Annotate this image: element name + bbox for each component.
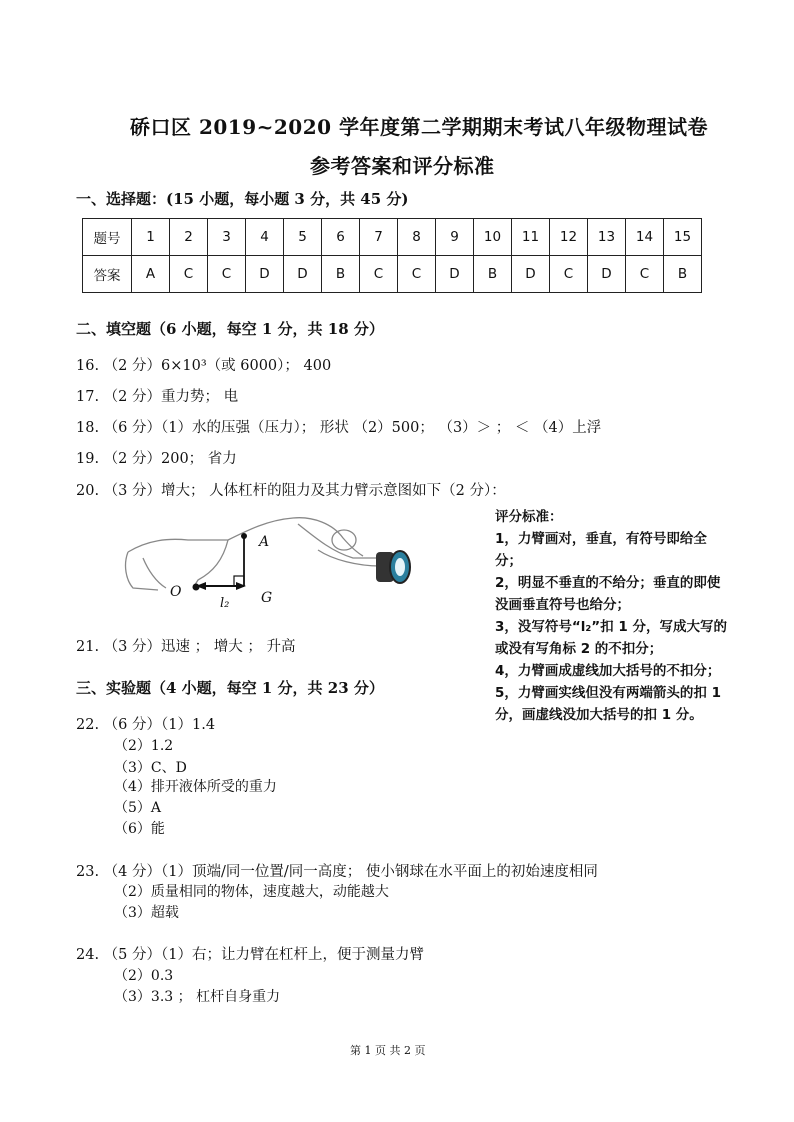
- grading-item: 2，明显不垂直的不给分；垂直的即使没画垂直符号也给分；: [495, 575, 721, 613]
- table-cell: 12: [550, 219, 588, 256]
- answer-q23-2: （2）质量相同的物体，速度越大，动能越大: [114, 884, 389, 900]
- answer-q22-5: （5）A: [114, 800, 162, 816]
- person-outline: [126, 518, 380, 590]
- page-footer: 第 1 页 共 2 页: [350, 1044, 426, 1057]
- table-cell: D: [512, 256, 550, 293]
- table-cell: D: [436, 256, 474, 293]
- answer-q22-2: （2）1.2: [114, 738, 174, 754]
- table-cell: 4: [246, 219, 284, 256]
- table-cell: 15: [664, 219, 702, 256]
- table-cell: B: [474, 256, 512, 293]
- table-header-number: 题号: [83, 219, 132, 256]
- table-cell: C: [398, 256, 436, 293]
- table-cell: C: [208, 256, 246, 293]
- table-cell: A: [132, 256, 170, 293]
- table-cell: 6: [322, 219, 360, 256]
- section-exp-heading: 三、实验题（4 小题，每空 1 分，共 23 分）: [76, 679, 384, 697]
- pivot-o-marker: [193, 584, 200, 591]
- table-cell: D: [588, 256, 626, 293]
- table-cell: 1: [132, 219, 170, 256]
- answer-q21: 21. （3 分）迅速 ； 增大 ； 升高: [76, 639, 296, 655]
- label-l2: l₂: [220, 596, 230, 611]
- answer-q22-1: 22. （6 分）（1）1.4: [76, 717, 216, 733]
- grading-title: 评分标准：: [495, 509, 563, 525]
- answer-q16: 16. （2 分）6×10³（或 6000）； 400: [76, 358, 332, 374]
- table-cell: C: [626, 256, 664, 293]
- table-cell: D: [284, 256, 322, 293]
- table-cell: 3: [208, 219, 246, 256]
- answer-q22-4: （4）排开液体所受的重力: [114, 779, 277, 795]
- answer-table: [82, 218, 702, 293]
- answer-q23-1: 23. （4 分）（1）顶端/同一位置/同一高度； 使小钢球在水平面上的初始速度相同: [76, 864, 598, 880]
- section-choice-heading: 一、选择题：(15 小题，每小题 3 分，共 45 分): [76, 190, 409, 208]
- document-subtitle: 参考答案和评分标准: [310, 154, 495, 178]
- grading-notes: [495, 506, 727, 726]
- table-cell: 2: [170, 219, 208, 256]
- table-cell: 7: [360, 219, 398, 256]
- table-header-answer: 答案: [83, 256, 132, 293]
- point-a-marker: [241, 533, 247, 539]
- table-cell: 13: [588, 219, 626, 256]
- answer-q17: 17. （2 分）重力势； 电: [76, 389, 239, 405]
- table-cell: 8: [398, 219, 436, 256]
- answer-q20: 20. （3 分）增大； 人体杠杆的阻力及其力臂示意图如下（2 分）：: [76, 483, 506, 499]
- grading-item: 1，力臂画对，垂直，有符号即给全分；: [495, 531, 707, 569]
- label-g: G: [261, 590, 273, 606]
- roller-wheel: [376, 551, 410, 583]
- answer-q24-2: （2）0.3: [114, 968, 174, 984]
- grading-item: 5，力臂画实线但没有两端箭头的扣 1 分，画虚线没加大括号的扣 1 分。: [495, 685, 721, 723]
- document-title: 硚口区 2019~2020 学年度第二学期期末考试八年级物理试卷: [130, 115, 709, 139]
- answer-q23-3: （3）超载: [114, 905, 179, 921]
- answer-q22-6: （6）能: [114, 821, 165, 837]
- table-cell: 10: [474, 219, 512, 256]
- answer-q18: 18. （6 分）（1）水的压强（压力）； 形状 （2）500； （3）＞ ； ＜ （4）上浮: [76, 420, 602, 436]
- table-cell: B: [664, 256, 702, 293]
- answer-q24-1: 24. （5 分）（1）右；让力臂在杠杆上，便于测量力臂: [76, 947, 424, 963]
- label-a: A: [259, 534, 270, 550]
- section-fill-heading: 二、填空题（6 小题，每空 1 分，共 18 分）: [76, 320, 384, 338]
- grading-item: 4，力臂画成虚线加大括号的不扣分；: [495, 663, 721, 679]
- table-cell: 14: [626, 219, 664, 256]
- table-cell: 11: [512, 219, 550, 256]
- answer-q22-3: （3）C、D: [114, 760, 187, 776]
- table-cell: C: [170, 256, 208, 293]
- answer-q19: 19. （2 分）200； 省力: [76, 451, 237, 467]
- label-o: O: [170, 584, 182, 600]
- table-cell: D: [246, 256, 284, 293]
- table-cell: B: [322, 256, 360, 293]
- table-cell: C: [550, 256, 588, 293]
- grading-item: 3，没写符号“l₂”扣 1 分，写成大写的或没有写角标 2 的不扣分；: [495, 619, 727, 657]
- table-cell: 5: [284, 219, 322, 256]
- table-cell: C: [360, 256, 398, 293]
- table-row-numbers: [83, 219, 702, 256]
- table-row-answers: [83, 256, 702, 293]
- answer-q24-3: （3）3.3 ； 杠杆自身重力: [114, 989, 281, 1005]
- table-cell: 9: [436, 219, 474, 256]
